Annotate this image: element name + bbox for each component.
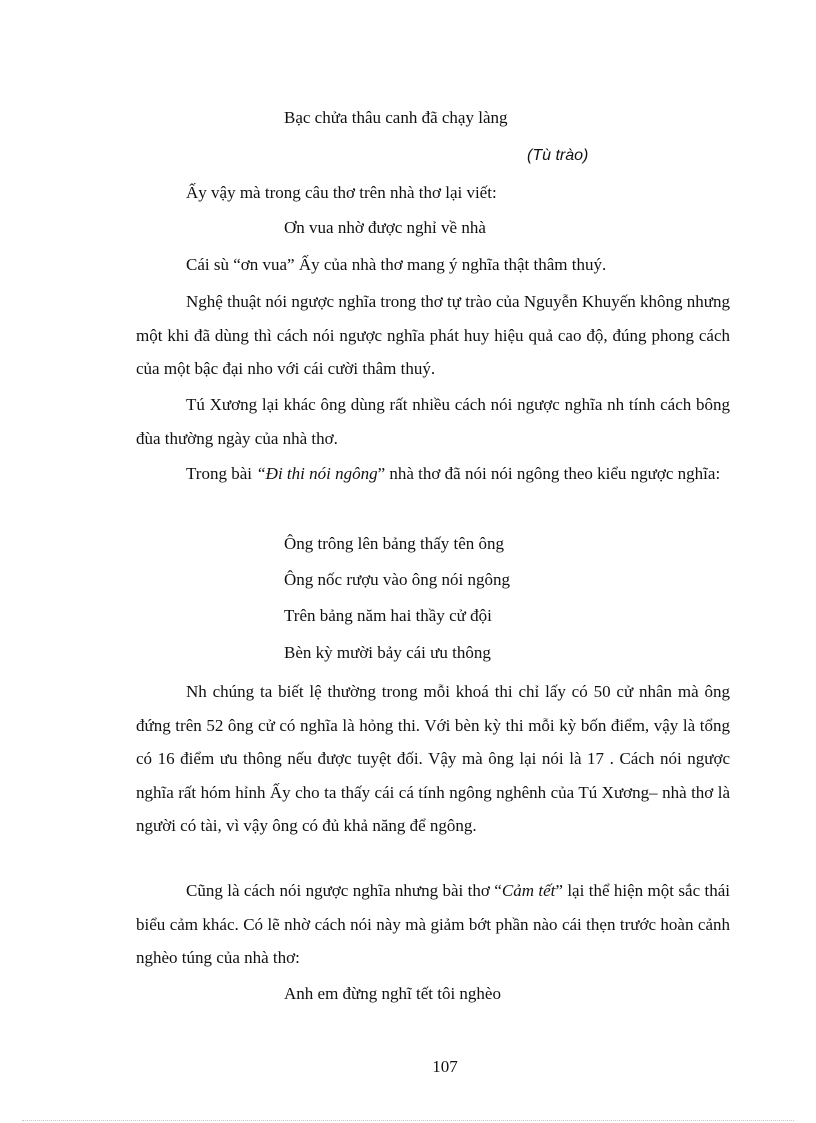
poem-line: Bèn kỳ mười bảy cái ưu thông bbox=[284, 643, 491, 662]
paragraph-text: Nghệ thuật nói ngược nghĩa trong thơ tự trào của Nguyễn Khuyến không nhưng một khi đã dùng thì cách nói ngược nghĩa phát huy hiệu quả cao độ, đúng phong cách của một bậc đại nho với cái cười thâm thuý. bbox=[136, 292, 730, 378]
poem-title: Cảm tết bbox=[501, 881, 556, 900]
paragraph bbox=[136, 874, 730, 975]
paragraph bbox=[136, 285, 730, 386]
poem-line: Trên bảng năm hai thầy cử đội bbox=[284, 606, 492, 625]
paragraph-text: ” lại thể hiện một sắc thái biểu cảm khác. Có lẽ nhờ cách nói này mà giảm bớt phần nào cái thẹn trước hoàn cảnh nghèo túng của nhà thơ: bbox=[136, 881, 731, 967]
paragraph: Ấy vậy mà trong câu thơ trên nhà thơ lại viết: bbox=[186, 183, 497, 202]
verse-source: (Tù trào) bbox=[527, 147, 589, 164]
poem-line: Ông trông lên bảng thấy tên ông bbox=[284, 534, 505, 553]
paragraph-text: Cũng là cách nói ngược nghĩa nhưng bài thơ “ bbox=[186, 881, 502, 900]
paragraph bbox=[136, 388, 730, 455]
paragraph-text: Tú Xương lại khác ông dùng rất nhiều cách nói ngược nghĩa nh tính cách bông đùa thường ngày của nhà thơ. bbox=[136, 395, 730, 448]
verse-line: Ơn vua nhờ được nghỉ về nhà bbox=[284, 218, 486, 237]
paragraph-text: Nh chúng ta biết lệ thường trong mỗi khoá thi chỉ lấy có 50 cử nhân mà ông đứng trên 52 ông cử có nghĩa là hỏng thi. Với bèn kỳ thi mỗi kỳ bốn điểm, vậy là tổng có 16 điểm ưu thông nếu được tuyệt đối. Vậy mà ông lại nói là 17 . Cách nói ngược nghĩa rất hóm hỉnh Ấy cho ta thấy cái cá tính ngông nghênh của Tú Xương– nhà thơ là người có tài, vì vậy ông có đủ khả năng để ngông. bbox=[136, 682, 730, 835]
poem-line: Ông nốc rượu vào ông nói ngông bbox=[284, 570, 510, 589]
poem-title: “Đi thi nói ngông bbox=[256, 464, 378, 483]
paragraph bbox=[136, 675, 730, 843]
verse-line: Bạc chửa thâu canh đã chạy làng bbox=[284, 108, 508, 127]
paragraph: Cái sù “ơn vua” Ấy của nhà thơ mang ý nghĩa thật thâm thuý. bbox=[186, 255, 607, 274]
page-divider bbox=[22, 1120, 794, 1121]
paragraph-text: Trong bài bbox=[186, 464, 257, 483]
page-number: 107 bbox=[432, 1057, 458, 1076]
paragraph-text: ” nhà thơ đã nói nói ngông theo kiểu ngược nghĩa: bbox=[377, 464, 721, 483]
verse-line: Anh em đừng nghĩ tết tôi nghèo bbox=[284, 984, 501, 1003]
paragraph bbox=[136, 457, 730, 491]
